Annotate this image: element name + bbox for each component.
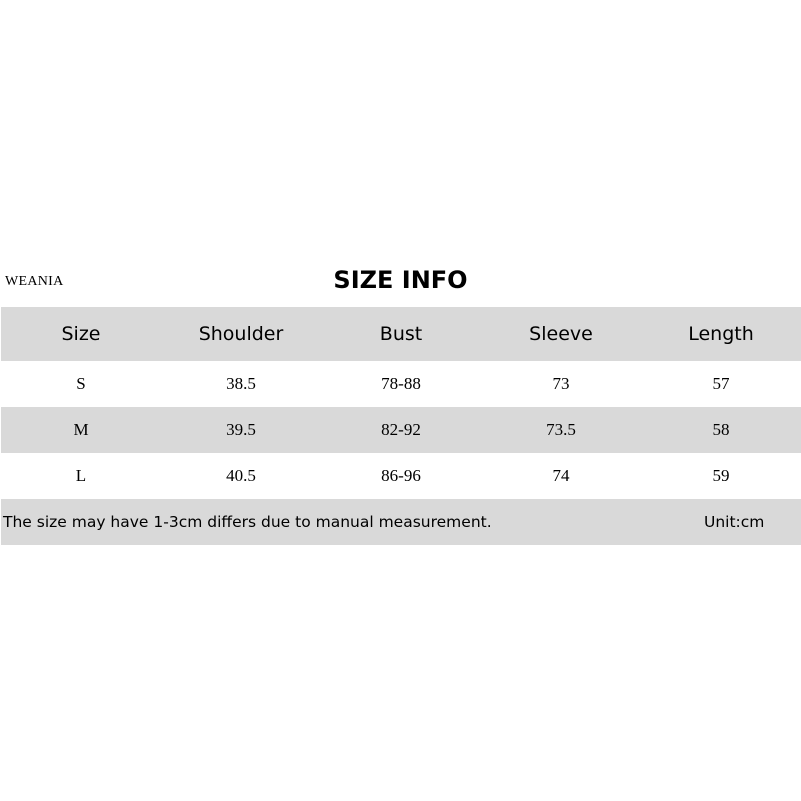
cell-size: S: [76, 374, 86, 393]
cell-shoulder: 38.5: [226, 374, 256, 393]
header-shoulder: Shoulder: [198, 323, 284, 345]
cell-bust: 78-88: [381, 374, 421, 393]
header-length: Length: [688, 323, 754, 345]
cell-length: 58: [712, 420, 730, 439]
measurement-note-row: [1, 499, 801, 545]
page-title: SIZE INFO: [333, 266, 468, 294]
brand-logo: WEANIA: [5, 274, 64, 289]
cell-shoulder: 39.5: [226, 420, 256, 439]
cell-size: M: [73, 420, 89, 439]
cell-shoulder: 40.5: [226, 466, 256, 485]
header-sleeve: Sleeve: [529, 323, 593, 345]
unit-label: Unit:cm: [704, 513, 765, 531]
header-bust: Bust: [379, 323, 423, 345]
measurement-note: The size may have 1-3cm differs due to manual measurement.: [3, 513, 492, 531]
cell-sleeve: 73: [552, 374, 570, 393]
size-chart-table: [1, 307, 801, 545]
cell-size: L: [75, 466, 87, 485]
table-row: [1, 453, 801, 499]
table-row: [1, 407, 801, 453]
table-row: [1, 361, 801, 407]
cell-length: 59: [712, 466, 730, 485]
cell-length: 57: [712, 374, 730, 393]
cell-bust: 82-92: [381, 420, 421, 439]
cell-sleeve: 73.5: [546, 420, 576, 439]
cell-bust: 86-96: [381, 466, 421, 485]
table-header-row: [1, 307, 801, 361]
cell-sleeve: 74: [552, 466, 570, 485]
header-size: Size: [61, 323, 101, 345]
